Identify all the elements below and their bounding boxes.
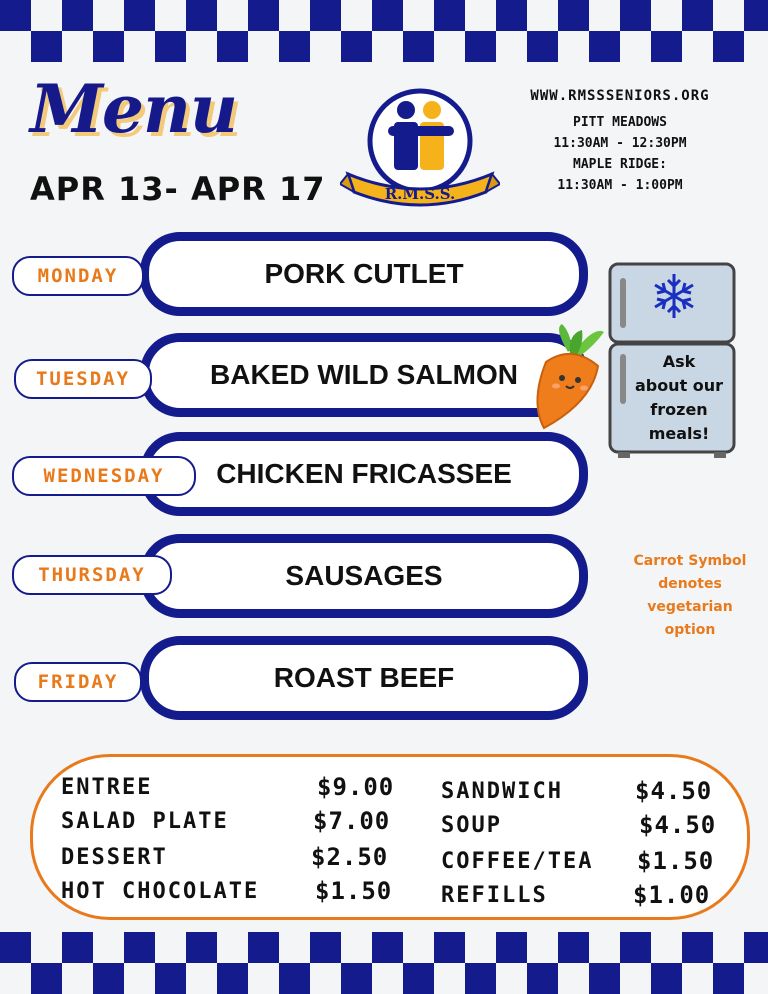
price-value: $7.00 xyxy=(313,807,391,835)
checker-square xyxy=(31,963,62,994)
checker-square xyxy=(279,31,310,62)
date-range: APR 13- APR 17 xyxy=(30,170,326,208)
vegetarian-note: Carrot Symbol denotes vegetarian option xyxy=(633,553,747,638)
checker-square xyxy=(248,932,279,963)
carrot-icon xyxy=(524,322,612,430)
checker-square xyxy=(186,0,217,31)
price-item: SOUP xyxy=(441,813,502,838)
checker-square xyxy=(248,0,279,31)
rmss-logo xyxy=(340,86,500,216)
price-value: $4.50 xyxy=(635,777,713,805)
checker-square xyxy=(403,963,434,994)
checker-square xyxy=(403,31,434,62)
price-item: SALAD PLATE xyxy=(61,809,229,834)
day-label-monday: MONDAY xyxy=(12,256,144,296)
checker-square xyxy=(0,932,31,963)
checker-square xyxy=(62,0,93,31)
price-value: $1.50 xyxy=(637,847,715,875)
checker-square xyxy=(496,932,527,963)
price-item: HOT CHOCOLATE xyxy=(61,879,260,904)
checker-square xyxy=(372,0,403,31)
checker-square xyxy=(341,31,372,62)
checker-square xyxy=(558,0,589,31)
checker-square xyxy=(527,31,558,62)
checker-square xyxy=(465,963,496,994)
meal-pill-thursday: SAUSAGES xyxy=(140,534,588,618)
checker-square xyxy=(496,0,527,31)
checker-square xyxy=(651,31,682,62)
price-item: ENTREE xyxy=(61,775,153,800)
checker-square xyxy=(682,0,713,31)
price-item: SANDWICH xyxy=(441,779,563,804)
checker-square xyxy=(620,0,651,31)
checker-square xyxy=(341,963,372,994)
price-value: $2.50 xyxy=(311,843,389,871)
meal-pill-friday: ROAST BEEF xyxy=(140,636,588,720)
menu-title: Menu xyxy=(30,70,238,148)
checker-square xyxy=(620,932,651,963)
day-label-tuesday: TUESDAY xyxy=(14,359,152,399)
checker-square xyxy=(589,963,620,994)
info-block xyxy=(490,88,750,196)
maple-hours: 11:30AM - 1:00PM xyxy=(557,178,683,193)
checker-square xyxy=(62,932,93,963)
checker-square xyxy=(651,963,682,994)
checker-square xyxy=(310,932,341,963)
checker-square xyxy=(31,31,62,62)
checker-square xyxy=(0,0,31,31)
maple-label: MAPLE RIDGE: xyxy=(573,157,667,172)
checker-square xyxy=(279,963,310,994)
checker-square xyxy=(682,932,713,963)
checker-square xyxy=(93,963,124,994)
checker-square xyxy=(155,31,186,62)
day-label-thursday: THURSDAY xyxy=(12,555,172,595)
checker-square xyxy=(186,932,217,963)
checker-square xyxy=(217,963,248,994)
website: WWW.RMSSSENIORS.ORG xyxy=(530,88,710,104)
frozen-meals-note: Ask about our frozen meals! xyxy=(634,352,724,443)
checker-square xyxy=(589,31,620,62)
checker-square xyxy=(310,0,341,31)
checker-square xyxy=(744,0,768,31)
price-value: $4.50 xyxy=(639,811,717,839)
logo-text: R.M.S.S. xyxy=(384,185,456,203)
checker-square xyxy=(434,0,465,31)
price-value: $1.00 xyxy=(633,881,711,909)
pitt-hours: 11:30AM - 12:30PM xyxy=(553,136,687,151)
meal-pill-wednesday: CHICKEN FRICASSEE xyxy=(140,432,588,516)
checker-border-bottom xyxy=(0,932,768,994)
checker-square xyxy=(558,932,589,963)
day-label-wednesday: WEDNESDAY xyxy=(12,456,196,496)
checker-square xyxy=(155,963,186,994)
checker-square xyxy=(713,963,744,994)
price-item: COFFEE/TEA xyxy=(441,849,594,874)
checker-square xyxy=(465,31,496,62)
price-value: $9.00 xyxy=(317,773,395,801)
pitt-label: PITT MEADOWS xyxy=(573,115,667,130)
price-value: $1.50 xyxy=(315,877,393,905)
meal-pill-tuesday: BAKED WILD SALMON xyxy=(140,333,588,417)
checker-square xyxy=(434,932,465,963)
checker-square xyxy=(124,932,155,963)
checker-square xyxy=(93,31,124,62)
checker-square xyxy=(217,31,248,62)
checker-square xyxy=(713,31,744,62)
checker-square xyxy=(372,932,403,963)
checker-square xyxy=(124,0,155,31)
checker-border-top xyxy=(0,0,768,62)
meal-pill-monday: PORK CUTLET xyxy=(140,232,588,316)
price-item: DESSERT xyxy=(61,845,168,870)
day-label-friday: FRIDAY xyxy=(14,662,142,702)
price-item: REFILLS xyxy=(441,883,548,908)
checker-square xyxy=(527,963,558,994)
checker-square xyxy=(744,932,768,963)
price-list xyxy=(30,754,750,920)
